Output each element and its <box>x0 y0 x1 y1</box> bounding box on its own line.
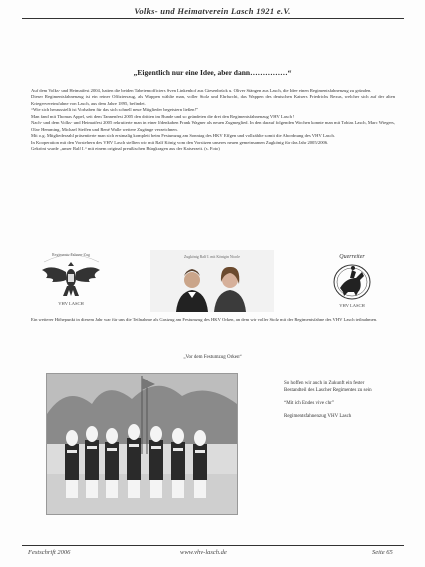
closing-quote: “Mit ich Endes vive chr” <box>284 401 334 406</box>
closing-text <box>284 380 384 426</box>
group-photo <box>46 373 238 515</box>
logo-left-top-text: Regiments-Fahnen-Zug <box>52 252 90 257</box>
closing-signature: Regimentsfahnenzug VHV Lasch <box>284 414 352 419</box>
paragraph: Auf dem Volks- und Heimatfest 2004, hatten die beiden Tabeiemofficiers Sven Linkenhof aus Giesenbrück u. Oliver Stängen aus Lasch, die Idee einen Regimentsfahnenzug zu gründen. <box>31 88 372 93</box>
header-rule <box>22 18 404 19</box>
article-title: „Eigentlich nur eine Idee, aber dann……………“ <box>133 68 292 77</box>
group-photo-caption: „Vor dem Festumzug Orken“ <box>183 355 242 360</box>
paragraph: “Wie sich herausstellt ist Vorhaben für das sich schnell neue Mitglieder begeistern ließen!” <box>31 107 199 113</box>
article-body <box>31 88 395 153</box>
footer-publication: Festschrift 2006 <box>28 549 71 556</box>
paragraph: Dieser Regimentsfahnenzug ist ein reiner Offizierszug, als Wappen wählte man, voller Stolz und Ehrfurcht, das Wappen des deutschen Kaisers Friedrichs Rexus, welcher sich auf der alten Kriegervereinsfahne von Lasch, aus dem Jahre 1895, befindet. <box>31 94 395 106</box>
eagle-crest-logo <box>34 248 109 310</box>
paragraph: Man fand mit Thomas Appel, seit dem Tannenfest 2005 den dritten im Bunde und so gründeten die drei den Regimentsfahnenzug VHV Lasch ! <box>31 113 295 119</box>
logo-left-bottom-text: VHV LASCH <box>58 301 84 306</box>
horse-rider-logo <box>316 248 388 310</box>
paragraph: Nach- und dem Volks- und Heimatfest 2005 rekrutierte man in einer lfdenkaben Frank Wagner als neuen Zugmeglied. In den darauf folgenden Wochen konnte man mit Tobias Lasch, Marc Wiegers, Olav Hemming, Michael Steffen und René Walle weitere Zugänge verzeichnen. <box>31 120 395 132</box>
king-queen-photo <box>150 250 274 312</box>
paragraph: Mit o.g. Mitgliederzahl präsentierte man sich erstmalig komplett beim Festumzug am Sonntag des HKV Effgen und vollzählte somit die Abordnung des VHV Lasch. <box>31 133 335 139</box>
logo-right-bottom-text: VHV LASCH <box>339 303 365 308</box>
paragraph: In Kooperation mit den Vorstehern des VHV Lasch stellten wir mit Ralf König vom den Vorsitzen unseres neuen gemeinsamen Zugkönig für das Jahr 2005/2006. <box>31 139 329 145</box>
second-paragraph: Ein weiterer Höhepunkt in diesem Jahr war für uns die Teilnahme als Gastzug am Festumzug des HKV Orken, an dem wir voller Stolz mit der Regimentsfahne des VHV Lasch teilnahmen. <box>31 317 378 322</box>
footer-rule <box>22 545 404 546</box>
footer-page-number: Seite 65 <box>372 549 393 556</box>
footer-website: www.vhv-lasch.de <box>180 549 227 556</box>
page-header: Volks- und Heimatverein Lasch 1921 e.V. <box>134 6 291 16</box>
closing-paragraph: So hoffen wir auch in Zukunft ein fester Bestandteil des Lascher Regimentes zu sein <box>284 381 372 393</box>
logo-right-top-text: Querreiter <box>339 254 365 260</box>
mid-photo-caption: Zugkönig Ralf I. mit Königin Nicole <box>184 255 240 259</box>
paragraph: Gekrönt wurde „unser Ralf I.“ mit einem original preußischen Bürgkragen aus der Kaiserzeit. (s. Foto) <box>31 146 220 152</box>
